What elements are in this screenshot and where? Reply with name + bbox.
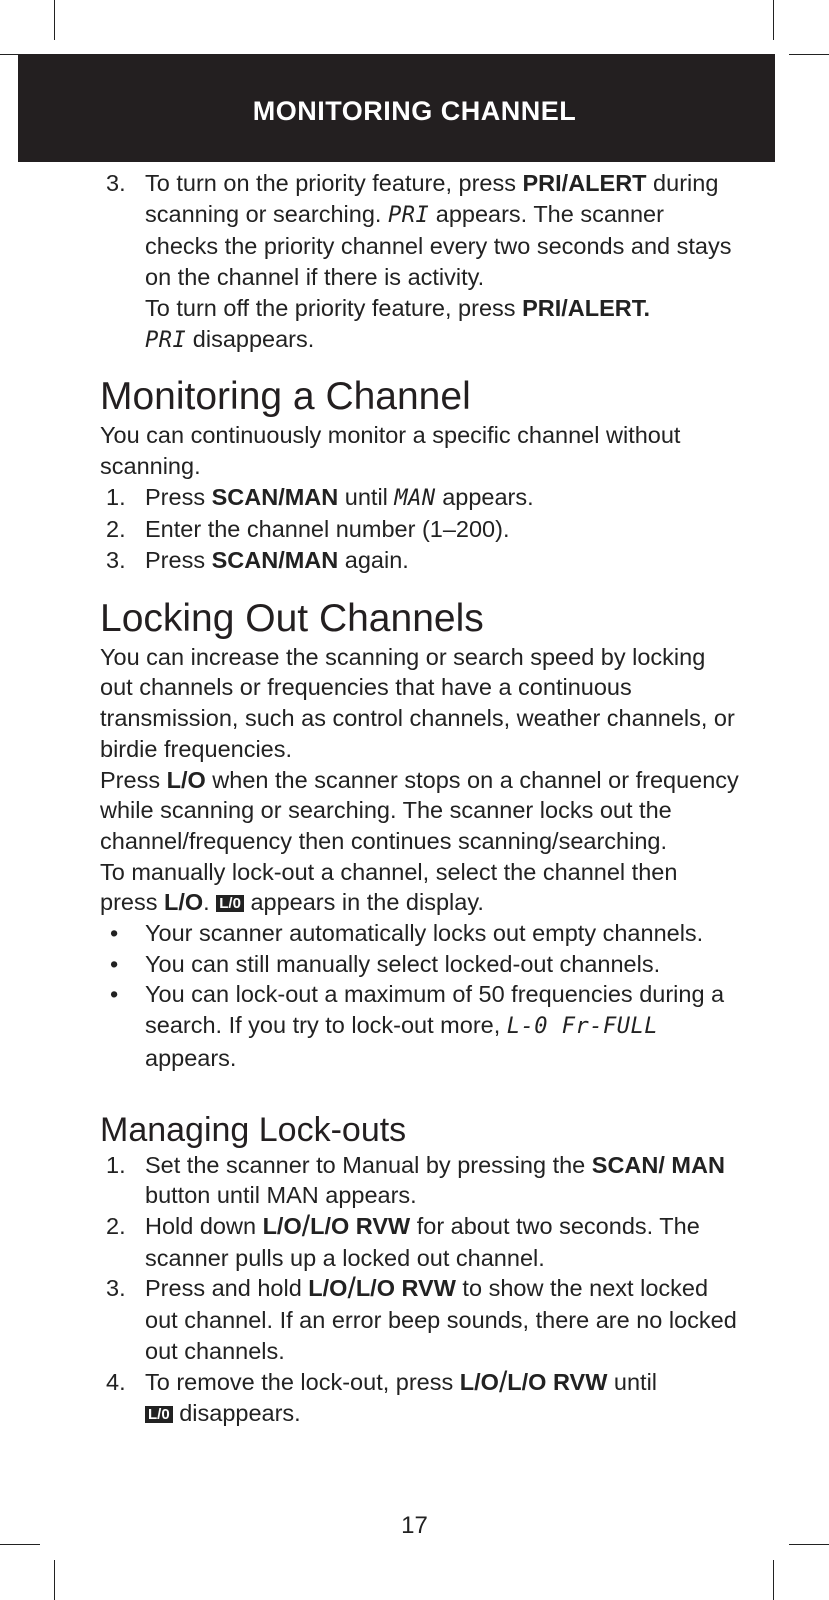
crop-mark xyxy=(0,1544,40,1545)
crop-mark xyxy=(54,0,55,40)
paragraph: You can continuously monitor a specific channel without scanning. xyxy=(100,422,681,479)
paragraph: To manually lock-out a channel, select the channel then press L/O. L/0 appears in the display. xyxy=(100,858,678,916)
crop-mark xyxy=(54,1560,55,1600)
page-content xyxy=(100,168,740,1429)
header-title: MONITORING CHANNEL xyxy=(252,96,577,126)
bullet-item: • Your scanner automatically locks out empty channels. xyxy=(100,918,740,949)
list-item: 3. Press and hold L/O/L/O RVW to show the next locked out channel. If an error beep sounds, there are no locked out channels. xyxy=(106,1272,737,1364)
bullet-item: • You can lock-out a maximum of 50 frequencies during a search. If you try to lock-out more, L-0 Fr-FULL appears. xyxy=(110,981,725,1071)
section-heading: Managing Lock-outs xyxy=(100,1110,407,1149)
crop-mark xyxy=(789,1544,829,1545)
section-heading: Locking Out Channels xyxy=(100,596,484,640)
paragraph: You can increase the scanning or search speed by locking out channels or frequencies that have a continuous transmission, such as control channels, weather channels, or birdie frequencies. xyxy=(100,643,735,762)
section-heading: Monitoring a Channel xyxy=(100,375,471,419)
paragraph: Press L/O when the scanner stops on a channel or frequency while scanning or searching. The scanner locks out the channel/frequency then continues scanning/searching. xyxy=(100,766,739,854)
key-label: L/O RVW xyxy=(355,1275,456,1302)
crop-mark xyxy=(773,0,774,40)
key-label: SCAN/MAN xyxy=(211,547,339,574)
list-item: 4. To remove the lock-out, press L/O/L/O RVW until L/0 disappears. xyxy=(106,1365,658,1427)
bullet-icon: • xyxy=(110,920,119,947)
key-label: PRI/ALERT xyxy=(522,170,647,196)
step-number: 3. xyxy=(106,170,126,196)
lcd-indicator: L-0 Fr-FULL xyxy=(506,1014,658,1040)
list-item: 3. Press SCAN/MAN again. xyxy=(106,547,409,574)
bullet-item: • You can still manually select locked-out channels. xyxy=(100,949,740,980)
crop-mark xyxy=(789,54,829,55)
list-item: 1. Set the scanner to Manual by pressing the SCAN/ MAN button until MAN appears. xyxy=(106,1151,725,1209)
list-item: 1. Press SCAN/MAN until MAN appears. xyxy=(106,483,534,511)
key-label: SCAN/MAN xyxy=(211,483,339,510)
bullet-icon: • xyxy=(110,950,119,977)
key-label: L/O xyxy=(166,766,206,793)
priority-step: 3. To turn on the priority feature, press PRI/ALERT during scanning or searching. PRI appears. The scanner checks the priority channel every two seconds and stays on the channel if there is activity. To turn off the priority feature, press PRI/ALERT. PRI disappears. xyxy=(106,170,732,353)
list-item: 2. Hold down L/O/L/O RVW for about two seconds. The scanner pulls up a locked out channel. xyxy=(106,1209,700,1271)
crop-mark xyxy=(773,1560,774,1600)
lockout-icon: L/0 xyxy=(216,895,244,912)
key-label: L/O RVW xyxy=(310,1212,411,1239)
key-label: L/O xyxy=(459,1368,499,1395)
lockout-icon: L/0 xyxy=(145,1406,173,1423)
key-label: L/O RVW xyxy=(507,1368,608,1395)
lcd-indicator: PRI xyxy=(387,202,430,228)
key-label: SCAN/ MAN xyxy=(591,1151,725,1178)
lcd-indicator: MAN xyxy=(394,485,436,511)
key-label: L/O xyxy=(262,1212,302,1239)
key-label: L/O xyxy=(164,889,204,916)
key-label: PRI/ALERT. xyxy=(522,294,651,321)
list-item: 2. Enter the channel number (1–200). xyxy=(106,516,510,543)
bullet-icon: • xyxy=(110,981,119,1008)
page-number: 17 xyxy=(401,1512,428,1539)
lcd-indicator: PRI xyxy=(145,327,187,353)
key-label: L/O xyxy=(308,1275,348,1302)
